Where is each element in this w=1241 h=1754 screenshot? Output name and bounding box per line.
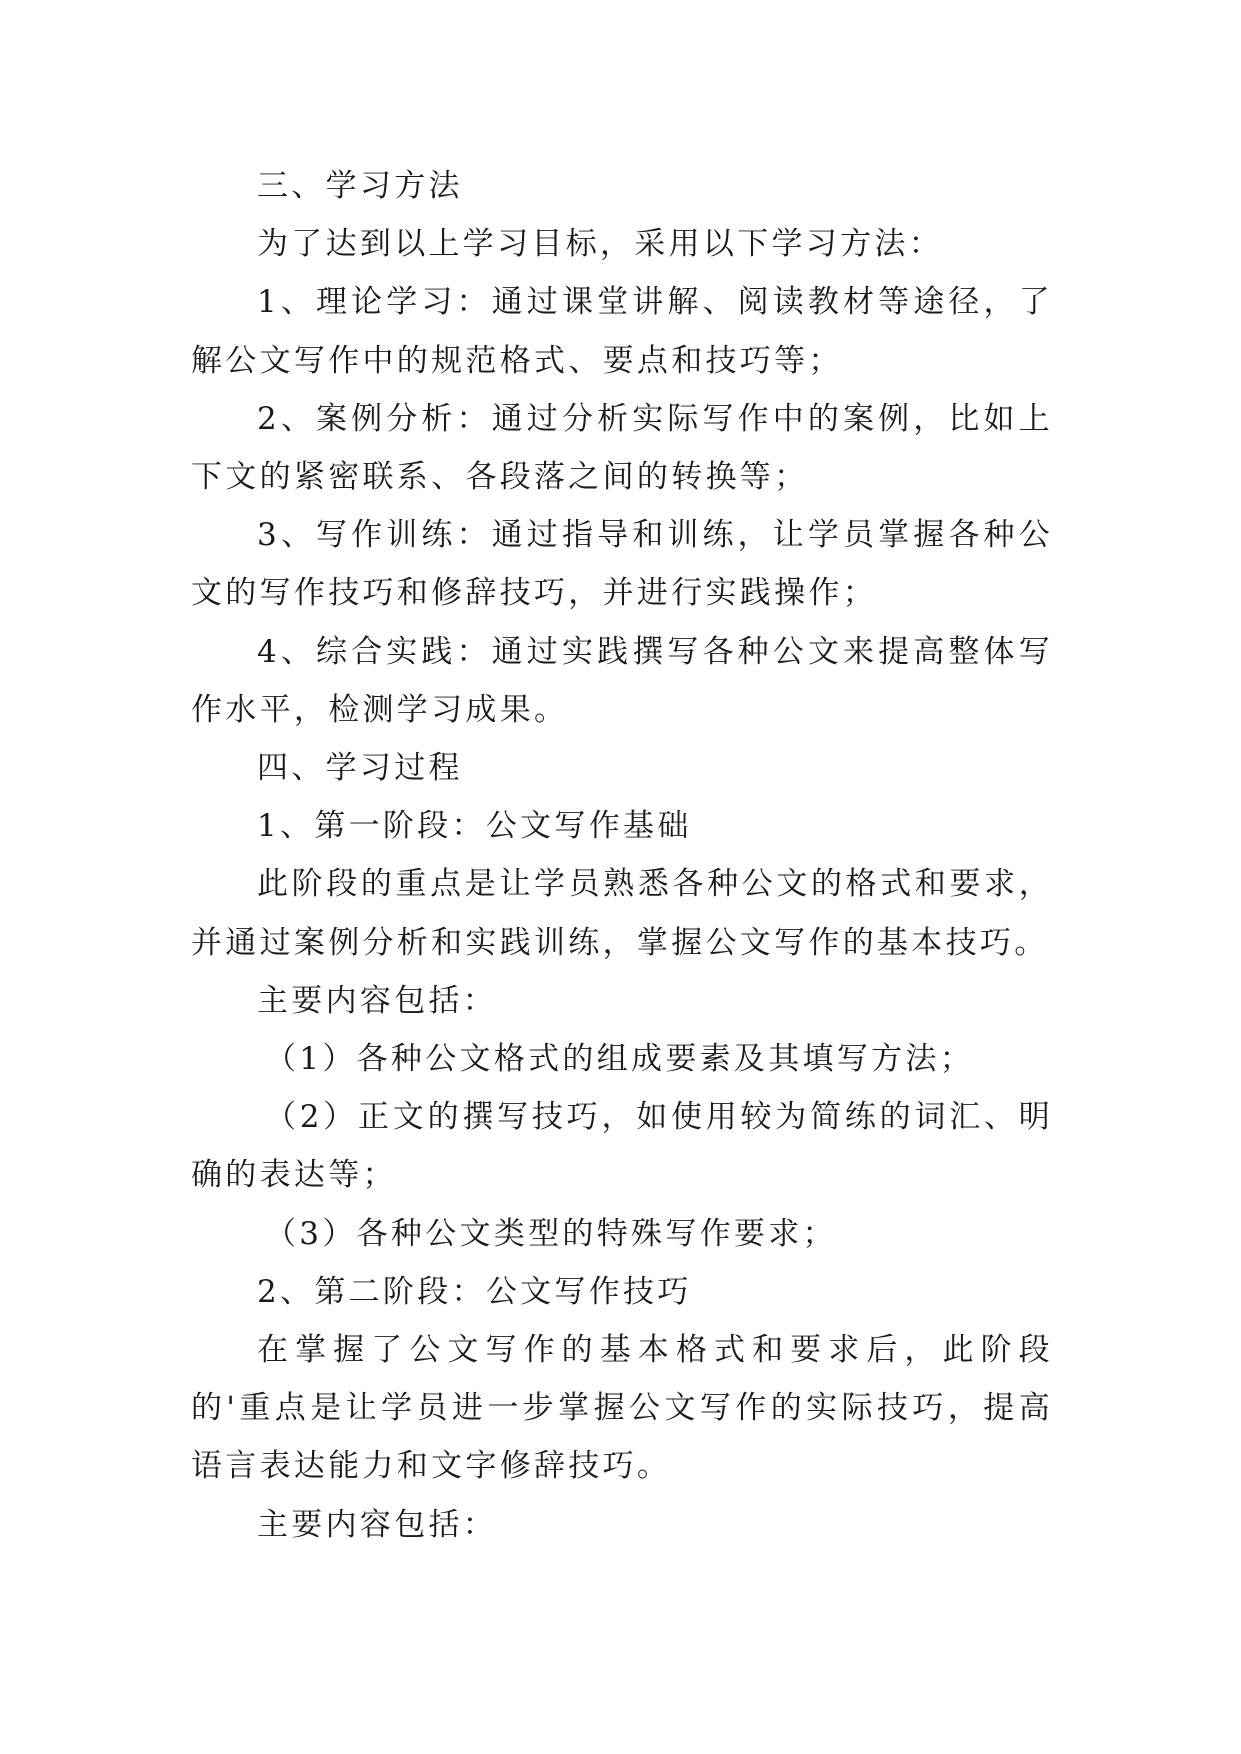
list-item-format-elements: （1）各种公文格式的组成要素及其填写方法； <box>265 1041 975 1078</box>
paragraph-comprehensive-practice: 4、综合实践：通过实践撰写各种公文来提高整体写作水平，检测学习成果。 <box>191 633 1053 728</box>
paragraph-writing-training: 3、写作训练：通过指导和训练，让学员掌握各种公文的写作技巧和修辞技巧，并进行实践操作； <box>191 517 1053 612</box>
paragraph-main-content-label: 主要内容包括： <box>257 982 498 1019</box>
paragraph-main-content-label-2: 主要内容包括： <box>257 1506 498 1543</box>
document-body <box>191 157 1053 1554</box>
paragraph-methods-intro: 为了达到以上学习目标，采用以下学习方法： <box>257 226 943 263</box>
section-heading-study-methods: 三、学习方法 <box>257 168 463 204</box>
subheading-stage-one: 1、第一阶段：公文写作基础 <box>257 808 692 845</box>
list-item-body-writing: （2）正文的撰写技巧，如使用较为简练的词汇、明确的表达等； <box>191 1099 1053 1194</box>
paragraph-stage-two-focus: 在掌握了公文写作的基本格式和要求后，此阶段的'重点是让学员进一步掌握公文写作的实际技巧，提高语言表达能力和文字修辞技巧。 <box>191 1332 1053 1485</box>
section-heading-study-process: 四、学习过程 <box>257 750 463 787</box>
paragraph-theory-study: 1、理论学习：通过课堂讲解、阅读教材等途径，了解公文写作中的规范格式、要点和技巧等； <box>191 284 1053 379</box>
paragraph-stage-one-focus: 此阶段的重点是让学员熟悉各种公文的格式和要求，并通过案例分析和实践训练，掌握公文写作的基本技巧。 <box>191 866 1053 961</box>
paragraph-case-analysis: 2、案例分析：通过分析实际写作中的案例，比如上下文的紧密联系、各段落之间的转换等； <box>191 400 1053 496</box>
subheading-stage-two: 2、第二阶段：公文写作技巧 <box>257 1273 692 1310</box>
list-item-special-requirements: （3）各种公文类型的特殊写作要求； <box>265 1215 837 1252</box>
